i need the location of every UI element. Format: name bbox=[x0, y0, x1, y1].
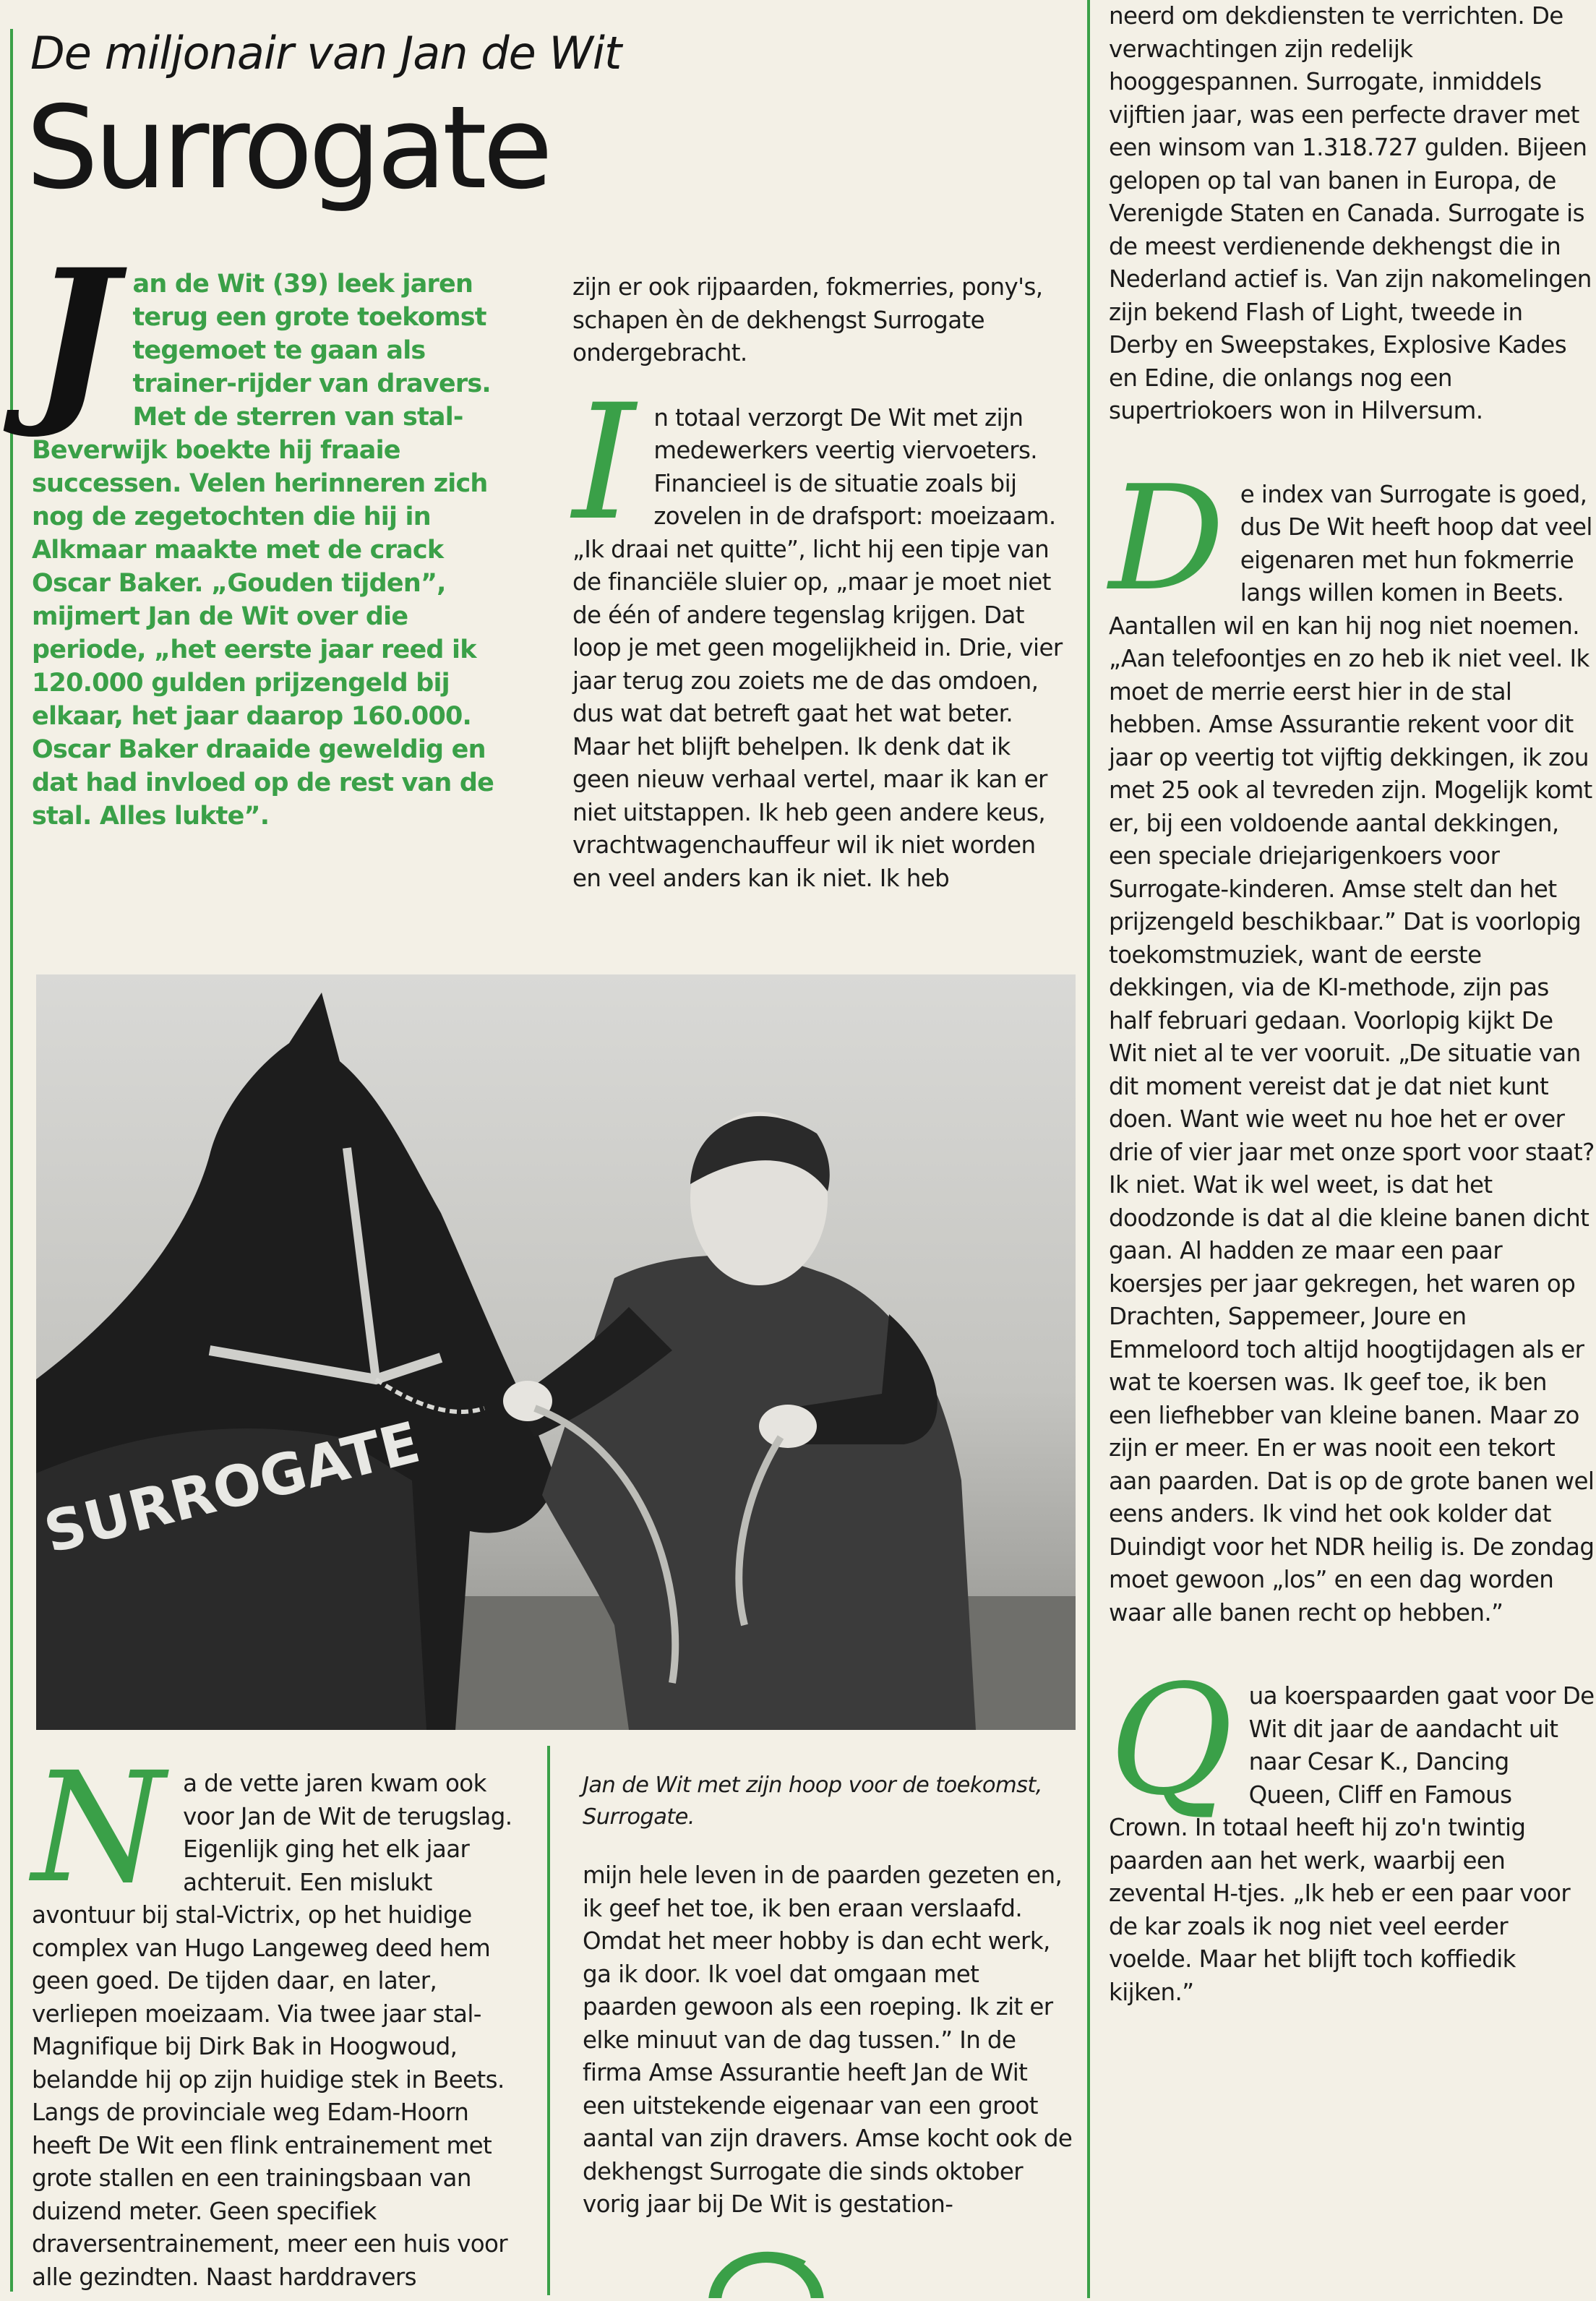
right-text-d: e index van Surrogate is goed, dus De Wit heeft hoop dat veel eigenaren met hun fokmerrie langs willen komen in Beets. Aantallen wil en kan hij nog niet noemen. „Aan telefoontjes en zo heb ik niet veel. Ik moet de merrie eerst hier in de stal hebben. Amse Assurantie rekent voor dit jaar op veertig tot vijftig dekkingen, ik zou met 25 ook al tevreden zijn. Mogelijk komt er, bij een voldoende aantal dekkingen, een speciale driejarigenkoers voor Surrogate-kinderen. Amse stelt dan het prijzengeld beschikbaar.” Dat is voorlopig toekomstmuziek, want de eerste dekkingen, via de KI-methode, zijn pas half februari gedaan. Voorlopig kijkt De Wit niet al te ver vooruit. „De situatie van dit moment vereist dat je dat niet kunt doen. Want wie weet nu hoe het er over drie of vier jaar met onze sport voor staat? Ik niet. Wat ik wel weet, is dat het doodzonde is dat al die kleine banen dicht gaan. Al hadden ze maar een paar koersjes per jaar gekregen, het waren op Drachten, Sappemeer, Joure en Emmeloord toch altijd hoogtijdagen als er wat te koersen was. Ik geef toe, ik ben een liefhebber van kleine banen. Maar zo zijn er meer. En er was nooit een tekort aan paarden. Dat is op de grote banen wel eens anders. Ik vind het ook kolder dat Duindigt voor het NDR heilig is. De zondag moet gewoon „los” en een dag worden waar alle banen recht op hebben.” bbox=[1109, 480, 1595, 1627]
blanket-text: SURROGATE bbox=[38, 1410, 426, 1567]
middle-paragraph bbox=[572, 369, 1064, 896]
middle-rule bbox=[547, 1746, 550, 2295]
article-title: Surrogate bbox=[26, 82, 549, 215]
page-badge-horse-icon bbox=[708, 2234, 824, 2301]
middle-column-top bbox=[572, 271, 1064, 895]
right-text-q: ua koerspaarden gaat voor De Wit dit jaar de aandacht uit naar Cesar K., Dancing Queen, Cliff en Famous Crown. In totaal heeft hij zo'n twintig paarden aan het werk, waarbij een zevental H-tjes. „Ik heb er een paar voor de kar zoals ik nog niet veel eerder voelde. Maar het blijft toch koffiedik kijken.” bbox=[1109, 1682, 1595, 2006]
right-paragraph-d bbox=[1109, 454, 1595, 1630]
right-column bbox=[1109, 0, 1595, 2009]
drop-cap-d: D bbox=[1109, 454, 1224, 623]
left-rule bbox=[10, 29, 13, 2292]
middle-intro: zijn er ook rijpaarden, fokmerries, pony's, schapen èn de dekhengst Surrogate ondergebracht. bbox=[572, 273, 1043, 367]
drop-cap-i: I bbox=[572, 369, 635, 555]
bottom-left-text: a de vette jaren kwam ook voor Jan de Wit de terugslag. Eigenlijk ging het elk jaar achteruit. Een mislukt avontuur bij stal-Victrix, op het huidige complex van Hugo Langeweg deed hem geen goed. De tijden daar, en later, verliepen moeizaam. Via twee jaar stal-Magnifique bij Dirk Bak in Hoogwoud, belandde hij op zijn huidige stek in Beets. Langs de provinciale weg Edam-Hoorn heeft De Wit een flink entrainement met grote stallen en een trainingsbaan van duizend meter. Geen specifiek draversentrainement, meer een huis voor alle gezindten. Naast harddravers bbox=[32, 1770, 512, 2291]
photo-horse-and-trainer bbox=[36, 974, 1076, 1730]
photo-illustration bbox=[36, 974, 1076, 1730]
bottom-left-column bbox=[32, 1739, 531, 2294]
lead-paragraph bbox=[32, 229, 523, 833]
bottom-middle-column: mijn hele leven in de paarden gezeten en, ik geef het toe, ik ben eraan verslaafd. Omdat het meer hobby is dan echt werk, ga ik door. Ik voel dat omgaan met paarden gewoon als een roeping. Ik zit er elke minuut van de dag tussen.” In de firma Amse Assurantie heeft Jan de Wit een uitstekende eigenaar van een groot aantal van zijn dravers. Amse kocht ook de dekhengst Surrogate die sinds oktober vorig jaar bij De Wit is gestation- bbox=[583, 1861, 1073, 2218]
middle-text: n totaal verzorgt De Wit met zijn medewerkers veertig viervoeters. Financieel is de situatie zoals bij zovelen in de drafsport: moeizaam. „Ik draai net quitte”, licht hij een tipje van de financiële sluier op, „maar je moet niet de één of andere tegenslag krijgen. Dat loop je met geen mogelijkheid in. Drie, vier jaar terug zou zoiets me de das omdoen, dus wat dat betreft gaat het wat beter. Maar het blijft behelpen. Ik denk dat ik geen nieuw verhaal vertel, maar ik kan er niet uitstappen. Ik heb geen andere keus, vrachtwagenchauffeur wil ik niet worden en veel anders kan ik niet. Ik heb bbox=[572, 403, 1063, 892]
drop-cap-j: J bbox=[32, 229, 117, 442]
right-intro: neerd om dekdiensten te verrichten. De verwachtingen zijn redelijk hooggespannen. Surrogate, inmiddels vijftien jaar, was een perfecte draver met een winsom van 1.318.727 gulden. Bijeen gelopen op tal van banen in Europa, de Verenigde Staten en Canada. Surrogate is de meest verdienende dekhengst die in Nederland actief is. Van zijn nakomelingen zijn bekend Flash of Light, tweede in Derby en Sweepstakes, Explosive Kades en Edine, die onlangs nog een supertriokoers won in Hilversum. bbox=[1109, 2, 1592, 424]
right-rule bbox=[1087, 0, 1090, 2298]
lead-text: an de Wit (39) leek jaren terug een grote toekomst tegemoet te gaan als trainer-rijder van dravers. Met de sterren van stal-Beverwijk boekte hij fraaie successen. Velen herinneren zich nog de zegetochten die hij in Alkmaar maakte met de crack Oscar Baker. „Gouden tijden”, mijmert Jan de Wit over die periode, „het eerste jaar reed ik 120.000 gulden prijzengeld bij elkaar, het jaar daarop 160.000. Oscar Baker draaide geweldig en dat had invloed op de rest van de stal. Alles lukte”. bbox=[32, 270, 494, 831]
right-paragraph-q bbox=[1109, 1652, 1595, 2009]
photo-caption: Jan de Wit met zijn hoop voor de toekomst, Surrogate. bbox=[583, 1773, 1042, 1830]
drop-cap-q: Q bbox=[1109, 1652, 1233, 1829]
ghost-background bbox=[706, 57, 734, 138]
article-kicker: De miljonair van Jan de Wit bbox=[30, 27, 622, 80]
drop-cap-n: N bbox=[32, 1739, 165, 1916]
